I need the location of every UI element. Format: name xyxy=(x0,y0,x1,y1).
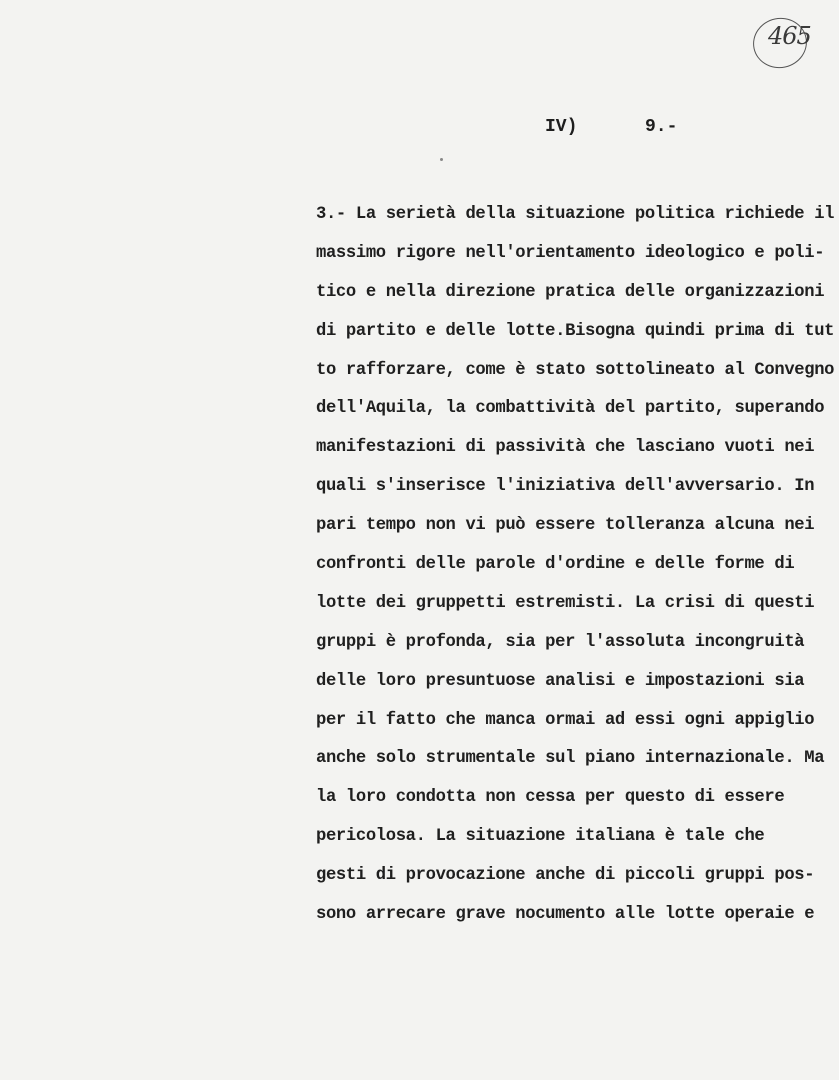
text-line: dell'Aquila, la combattività del partito, superando xyxy=(316,399,825,419)
text-line: pericolosa. La situazione italiana è tale che xyxy=(316,827,765,847)
text-line: massimo rigore nell'orientamento ideologico e poli- xyxy=(316,243,825,263)
text-line: pari tempo non vi può essere tolleranza alcuna nei xyxy=(316,516,815,536)
text-line: lotte dei gruppetti estremisti. La crisi di questi xyxy=(316,593,815,613)
text-line: quali s'inserisce l'iniziativa dell'avversario. In xyxy=(316,477,815,497)
text-line: sono arrecare grave nocumento alle lotte operaie e xyxy=(316,905,815,925)
text-line: gruppi è profonda, sia per l'assoluta incongruità xyxy=(316,632,805,652)
text-line: delle loro presuntuose analisi e impostazioni sia xyxy=(316,671,805,691)
archive-page-number: 465 xyxy=(768,22,811,50)
text-line: di partito e delle lotte.Bisogna quindi prima di tut xyxy=(316,321,835,341)
text-line: anche solo strumentale sul piano internazionale. Ma xyxy=(316,749,825,769)
text-line: 3.- La serietà della situazione politica richiede il xyxy=(316,205,835,224)
text-line: confronti delle parole d'ordine e delle forme di xyxy=(316,555,795,575)
text-line: manifestazioni di passività che lasciano vuoti nei xyxy=(316,438,815,458)
body-text xyxy=(316,196,836,935)
ink-speck xyxy=(440,158,443,161)
text-line: tico e nella direzione pratica delle organizzazioni xyxy=(316,282,825,302)
text-line: gesti di provocazione anche di piccoli gruppi pos- xyxy=(316,866,815,886)
section-number: IV) xyxy=(545,117,578,137)
text-line: per il fatto che manca ormai ad essi ogni appiglio xyxy=(316,710,815,730)
page-header xyxy=(545,117,677,137)
page-number: 9.- xyxy=(645,117,678,137)
text-line: to rafforzare, come è stato sottolineato al Convegno xyxy=(316,360,835,380)
text-line: la loro condotta non cessa per questo di essere xyxy=(316,788,785,808)
